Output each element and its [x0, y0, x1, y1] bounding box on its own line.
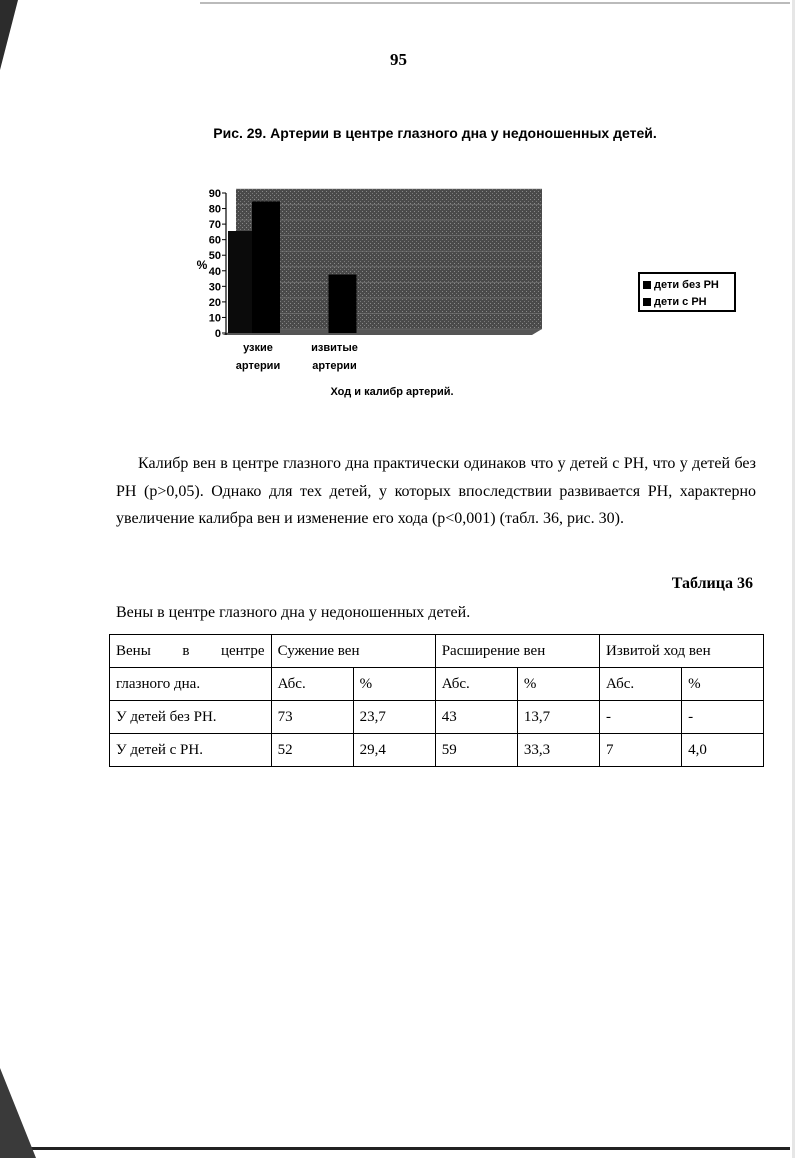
table-caption: Вены в центре глазного дна у недоношенных детей. [116, 604, 471, 621]
table-subheader-row [110, 668, 764, 701]
table-cell: 43 [435, 701, 517, 734]
y-tick-label: 70 [208, 219, 221, 232]
y-tick-label: 20 [208, 296, 221, 309]
table-header-label-line2: глазного дна. [110, 668, 272, 701]
x-tick-label: артерии [312, 360, 357, 372]
body-paragraph: Калибр вен в центре глазного дна практически одинаков что у детей с РН, что у детей без РН (p>0,05). Однако для тех детей, у которых впоследствии развивается РН, характерно увеличение калибра вен и изменение его хода (p<0,001) (табл. 36, рис. 30). [116, 455, 756, 527]
bar-no-rn [228, 231, 256, 333]
x-tick-label: извитые [311, 342, 358, 354]
legend-item-rn [643, 293, 731, 310]
header-word: в [182, 642, 190, 659]
table-cell: 7 [600, 734, 682, 767]
table-subheader: Абс. [271, 668, 353, 701]
table-subheader: Абс. [435, 668, 517, 701]
table-subheader: % [353, 668, 435, 701]
y-tick-label: 90 [208, 188, 221, 200]
scan-shadow-bottom-left [0, 1068, 36, 1158]
y-tick-label: 0 [214, 328, 221, 340]
table-cell: 33,3 [517, 734, 599, 767]
table-group-header: Расширение вен [435, 635, 599, 668]
table-number: Таблица 36 [671, 575, 753, 592]
header-word: Вены [116, 642, 151, 659]
page-number: 95 [390, 50, 407, 69]
y-tick-label: 10 [208, 312, 221, 325]
body-text [116, 450, 756, 533]
table-header-row [110, 635, 764, 668]
table-group-header: Сужение вен [271, 635, 435, 668]
table-subheader: % [682, 668, 764, 701]
legend-item-no-rn [643, 276, 731, 293]
table-row-label: У детей без РН. [110, 701, 272, 734]
y-tick-label: 50 [208, 250, 221, 263]
table-subheader: % [517, 668, 599, 701]
table-cell: 23,7 [353, 701, 435, 734]
legend-label-no-rn: дети без РН [654, 278, 719, 291]
table-cell: 52 [271, 734, 353, 767]
table-group-header: Извитой ход вен [600, 635, 764, 668]
bar-chart [170, 175, 590, 410]
x-axis-label: Ход и калибр артерий. [330, 386, 454, 398]
table-cell: 59 [435, 734, 517, 767]
scan-edge-right [792, 0, 795, 1158]
y-axis-label: % [196, 258, 208, 272]
chart-legend [638, 272, 736, 312]
y-tick-label: 40 [208, 265, 221, 278]
bar-rn [252, 201, 280, 333]
x-tick-label: узкие [243, 342, 273, 354]
scan-edge-top [200, 2, 790, 4]
table-row [110, 734, 764, 767]
table-header-label [110, 635, 272, 668]
table-row-label: У детей с РН. [110, 734, 272, 767]
scan-edge-bottom [30, 1147, 790, 1150]
header-word: центре [220, 642, 265, 659]
legend-swatch-icon [643, 298, 651, 306]
table-cell: 4,0 [682, 734, 764, 767]
figure-title: Рис. 29. Артерии в центре глазного дна у недоношенных детей. [213, 125, 657, 141]
bar-rn [329, 275, 357, 333]
table-row [110, 701, 764, 734]
y-tick-label: 80 [208, 203, 221, 216]
table-cell: - [682, 701, 764, 734]
x-tick-label: артерии [235, 360, 281, 372]
table-cell: - [600, 701, 682, 734]
legend-label-rn: дети с РН [654, 295, 707, 308]
veins-table [109, 634, 764, 767]
table-cell: 29,4 [353, 734, 435, 767]
y-tick-label: 60 [208, 234, 221, 247]
table-cell: 13,7 [517, 701, 599, 734]
table-subheader: Абс. [600, 668, 682, 701]
table-cell: 73 [271, 701, 353, 734]
legend-swatch-icon [643, 281, 651, 289]
plot-back-wall [236, 189, 542, 329]
y-tick-label: 30 [208, 281, 221, 294]
